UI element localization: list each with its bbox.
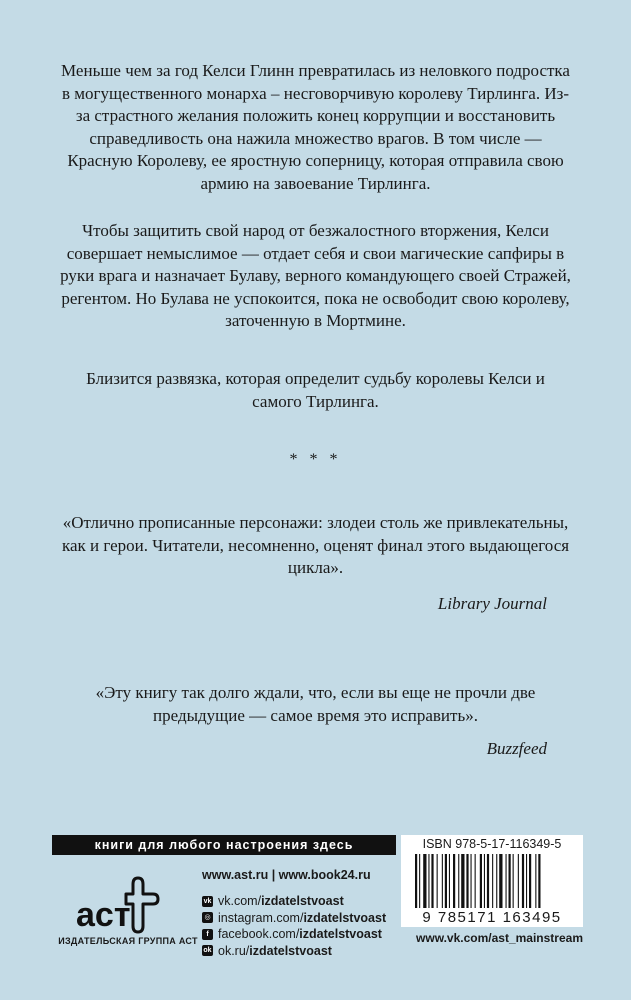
barcode-bar — [453, 854, 455, 908]
social-link-facebook[interactable]: f facebook.com/ izdatelstvoast — [202, 926, 386, 943]
tagline-banner: книги для любого настроения здесь — [52, 835, 396, 855]
barcode-bar — [506, 854, 507, 908]
blurb-paragraph-1: Меньше чем за год Келси Глинн превратилась из неловкого подростка в могущественного монарха – несговорчивую королеву Тирлинга. Из-за страстного желания положить конец коррупции и восстановить справедливость она нажила множество врагов. В том числе — Красную Королеву, ее яростную соперницу, которая отправила свою армию на завоевание Тирлинга. — [61, 61, 570, 193]
instagram-icon: ◎ — [202, 912, 213, 923]
barcode-bar — [499, 854, 502, 908]
barcode-bar — [423, 854, 426, 908]
barcode-bar — [526, 854, 527, 908]
blurb-paragraph-2: Чтобы защитить свой народ от безжалостного вторжения, Келси совершает немыслимое — отдает себя и свои магические сапфиры в руки врага и назначает Булаву, верного командующего своей Стражей, регентом. Но Булава не успокоится, пока не освободит свою королеву, заточенную в Мортмине. — [60, 221, 571, 330]
vk-icon: vk — [203, 897, 212, 905]
barcode-bar — [538, 854, 540, 908]
social-link-ok[interactable]: ok ok.ru/ izdatelstvoast — [203, 943, 332, 958]
barcode-bar — [484, 854, 485, 908]
barcode-bar — [513, 854, 514, 908]
barcode-bar — [428, 854, 429, 908]
isbn-number: ISBN 978-5-17-116349-5 — [422, 837, 562, 851]
barcode-bar — [487, 854, 489, 908]
barcode-bar — [535, 854, 536, 908]
barcode-bar — [466, 854, 468, 908]
websites-link[interactable]: www.ast.ru | www.book24.ru — [202, 868, 371, 882]
isbn-barcode-box — [401, 835, 583, 927]
social-link-instagram[interactable]: ◎ instagram.com/ izdatelstvoast — [202, 910, 386, 927]
barcode-bar — [480, 854, 482, 908]
review-quote-2: «Эту книгу так долго ждали, что, если вы еще не прочли две предыдущие — самое время это исправить». — [95, 683, 536, 725]
publisher-caption: ИЗДАТЕЛЬСКАЯ ГРУППА АСТ — [58, 936, 198, 946]
barcode-digits: 9 785171 163495 — [422, 909, 562, 926]
barcode-bar — [492, 854, 493, 908]
social-links — [202, 893, 386, 959]
barcode-bar — [496, 854, 497, 908]
barcode-bar — [458, 854, 459, 908]
barcode-bar — [529, 854, 531, 908]
barcode-bar — [431, 854, 433, 908]
blurb-paragraph-3: Близится развязка, которая определит судьбу королевы Келси и самого Тирлинга. — [86, 369, 545, 411]
barcode-bar — [522, 854, 524, 908]
barcode-bar — [471, 854, 472, 908]
barcode-bar — [449, 854, 450, 908]
barcode-bar — [415, 854, 417, 908]
social-link-vk[interactable]: vk vk.com/ izdatelstvoast — [203, 894, 344, 908]
review-quote-1: «Отлично прописанные персонажи: злодеи столь же привлекательны, как и герои. Читатели, несомненно, оценят финал этого выдающегося цикла». — [61, 513, 570, 577]
ast-logo-wordmark: аст — [76, 896, 131, 934]
barcode-bar — [509, 854, 511, 908]
barcode-bar — [445, 854, 447, 908]
vk-mainstream-link[interactable]: www.vk.com/ast_mainstream — [416, 931, 583, 945]
barcode-bar — [518, 854, 519, 908]
barcode-bar — [461, 854, 464, 908]
facebook-icon: f — [202, 929, 213, 940]
barcode-bar — [442, 854, 443, 908]
barcode-graphic — [411, 854, 573, 912]
barcode-bar — [475, 854, 476, 908]
barcode-bar — [419, 854, 420, 908]
ast-logo — [58, 866, 198, 966]
review-source-2: Buzzfeed — [486, 739, 547, 758]
review-source-1: Library Journal — [437, 594, 547, 613]
section-separator: * * * — [289, 451, 342, 468]
ok-icon: ok — [203, 947, 212, 955]
barcode-bar — [437, 854, 438, 908]
